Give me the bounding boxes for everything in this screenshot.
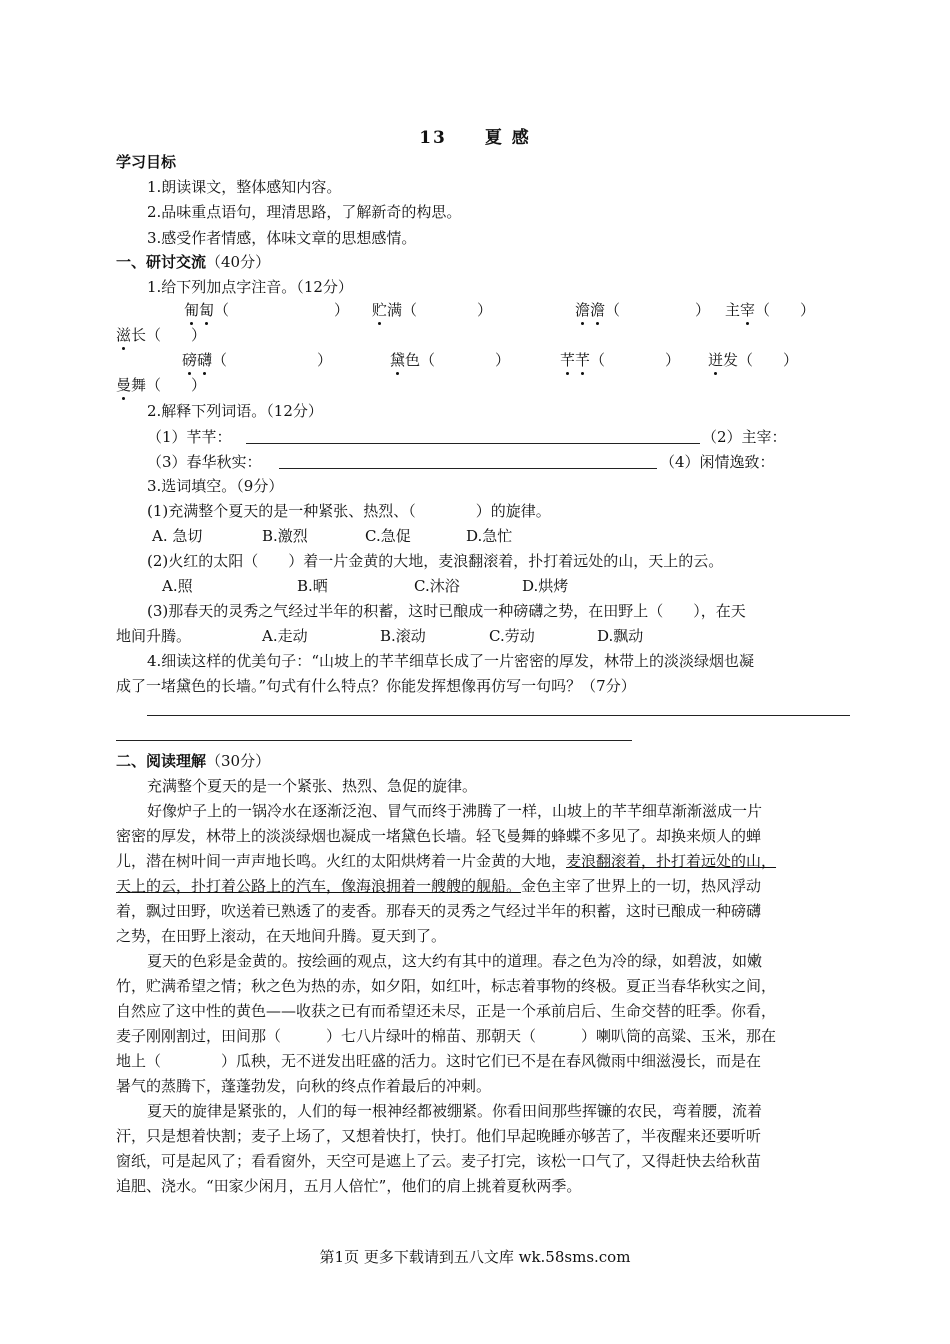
q3-option: D.飘动 <box>597 627 644 645</box>
q3-option: B.滚动 <box>380 627 426 645</box>
q3-option: A.走动 <box>262 627 308 645</box>
dotted-char: 礴 <box>197 351 213 369</box>
answer-line <box>116 740 632 741</box>
underlined-text: 麦浪翻滚着，扑打着远处的山， <box>566 852 777 870</box>
passage-line: 汗，只是想着快割；麦子上场了，又想着快打，快打。他们早起晚睡亦够苦了，半夜醒来还要听听 <box>116 1127 762 1145</box>
q4-text: 成了一堵黛色的长墙。”句式有什么特点？你能发挥想像再仿写一句吗？（7分） <box>116 677 636 695</box>
q3-option: A. 急切 <box>152 527 203 545</box>
passage-line: 夏天的旋律是紧张的，人们的每一根神经都被绷紧。你看田间那些挥镰的农民，弯着腰，流着 <box>147 1102 763 1120</box>
answer-paren: （ ） <box>738 351 799 369</box>
answer-paren: （ ） <box>605 301 711 319</box>
section2-heading <box>116 751 270 771</box>
q3-option: C.急促 <box>365 527 411 545</box>
q3-stem: 3.选词填空。（9分） <box>147 477 284 495</box>
pinyin-item <box>116 325 206 345</box>
q3-sentence: (2)火红的太阳（ ）着一片金黄的大地，麦浪翻滚着，扑打着远处的山，天上的云。 <box>147 552 724 570</box>
underlined-text: 天上的云，扑打着公路上的汽车，像海浪拥着一艘艘的舰船。 <box>116 877 522 895</box>
page-title: 13 夏 感 <box>419 128 531 148</box>
plain-char: 色 <box>405 351 421 369</box>
passage-line: 之势，在田野上滚动，在天地间升腾。夏天到了。 <box>116 927 447 945</box>
passage-line: 密密的厚发，林带上的淡淡绿烟也凝成一堵黛色长墙。轻飞曼舞的蜂蝶不多见了。却换来烦人的蝉 <box>116 827 762 845</box>
pinyin-item <box>560 350 680 370</box>
dotted-char: 迸 <box>708 351 724 369</box>
passage-text: 儿，潜在树叶间一声声地长鸣。火红的太阳烘烤着一片金黄的大地， <box>116 852 567 870</box>
q3-sentence: (1)充满整个夏天的是一种紧张、热烈、（ ）的旋律。 <box>147 502 551 520</box>
answer-paren: （ ） <box>420 351 511 369</box>
passage-line: 窗纸，可是起风了；看看窗外，天空可是遮上了云。麦子打完，该松一口气了，又得赶快去给秋苗 <box>116 1152 762 1170</box>
dotted-char: 曼 <box>116 376 132 394</box>
objective-item: 1.朗读课文，整体感知内容。 <box>147 178 342 196</box>
q3-option: C.劳动 <box>489 627 535 645</box>
answer-paren: （ ） <box>212 351 333 369</box>
dotted-char: 黛 <box>390 351 406 369</box>
pinyin-item <box>184 300 349 320</box>
answer-paren: （ ） <box>590 351 681 369</box>
plain-char: 长 <box>131 326 147 344</box>
q2-term: （3）春华秋实： <box>147 453 262 471</box>
section1-score: （40分） <box>206 253 271 271</box>
dotted-char: 磅 <box>182 351 198 369</box>
q3-sentence-cont: 地间升腾。 <box>116 627 192 645</box>
q3-option: C.沐浴 <box>414 577 460 595</box>
section1-heading <box>116 252 270 272</box>
q3-option: A.照 <box>162 577 193 595</box>
section1-title: 一、研讨交流 <box>116 253 207 271</box>
q2-term: （2）主宰： <box>702 428 787 446</box>
q3-option: B.激烈 <box>262 527 308 545</box>
pinyin-item <box>725 300 815 320</box>
plain-char: 满 <box>387 301 403 319</box>
pinyin-item <box>182 350 332 370</box>
q2-term: （1）芊芊： <box>147 428 232 446</box>
pinyin-item <box>575 300 710 320</box>
passage-line: 地上（ ）瓜秧，无不迸发出旺盛的活力。这时它们已不是在春风微雨中细滋漫长，而是在 <box>116 1052 762 1070</box>
answer-paren: （ ） <box>214 301 350 319</box>
passage-text: 金色主宰了世界上的一切，热风浮动 <box>521 877 762 895</box>
dotted-char: 滋 <box>116 326 132 344</box>
dotted-char: 澹 <box>575 301 591 319</box>
pinyin-item <box>116 375 206 395</box>
q4-text: 4.细读这样的优美句子：“山坡上的芊芊细草长成了一片密密的厚发，林带上的淡淡绿烟也凝 <box>147 652 754 670</box>
passage-line: 好像炉子上的一锅冷水在逐渐泛泡、冒气而终于沸腾了一样，山坡上的芊芊细草渐渐滋成一片 <box>147 802 763 820</box>
passage-line: 着，飘过田野，吹送着已熟透了的麦香。那春天的灵秀之气经过半年的积蓄，这时已酿成一种磅礴 <box>116 902 762 920</box>
answer-paren: （ ） <box>755 301 816 319</box>
page-footer: 第1页 更多下载请到五八文库 wk.58sms.com <box>319 1248 631 1266</box>
answer-paren: （ ） <box>146 326 207 344</box>
dotted-char: 宰 <box>740 301 756 319</box>
answer-paren: （ ） <box>146 376 207 394</box>
dotted-char: 澹 <box>590 301 606 319</box>
q3-sentence: (3)那春天的灵秀之气经过半年的积蓄，这时已酿成一种磅礴之势，在田野上（ ），在天 <box>147 602 746 620</box>
objective-item: 3.感受作者情感，体味文章的思想感情。 <box>147 229 417 247</box>
pinyin-item <box>390 350 510 370</box>
passage-line: 竹，贮满希望之情；秋之色为热的赤，如夕阳，如红叶，标志着事物的终极。夏正当春华秋实之间， <box>116 977 777 995</box>
passage-line: 麦子刚刚割过，田间那（ ）七八片绿叶的棉苗、那朝天（ ）喇叭筒的高粱、玉米，那在 <box>116 1027 777 1045</box>
objectives-heading: 学习目标 <box>116 153 177 171</box>
plain-char: 发 <box>723 351 739 369</box>
passage-line: 充满整个夏天的是一个紧张、热烈、急促的旋律。 <box>147 777 478 795</box>
objective-item: 2.品味重点语句，理清思路，了解新奇的构思。 <box>147 203 462 221</box>
passage-line: 夏天的色彩是金黄的。按绘画的观点，这大约有其中的道理。春之色为冷的绿，如碧波，如嫩 <box>147 952 763 970</box>
passage-line <box>116 876 761 896</box>
section2-title: 二、阅读理解 <box>116 752 207 770</box>
dotted-char: 芊 <box>560 351 576 369</box>
answer-line <box>246 443 700 444</box>
q3-option: D.急忙 <box>466 527 513 545</box>
passage-line: 追肥、浇水。“田家少闲月，五月人倍忙”，他们的肩上挑着夏秋两季。 <box>116 1177 582 1195</box>
passage-line <box>116 851 776 871</box>
q3-option: D.烘烤 <box>522 577 569 595</box>
answer-line <box>279 468 657 469</box>
plain-char: 舞 <box>131 376 147 394</box>
q1-stem: 1.给下列加点字注音。（12分） <box>147 278 353 296</box>
answer-line <box>147 715 850 716</box>
q2-stem: 2.解释下列词语。（12分） <box>147 402 323 420</box>
dotted-char: 贮 <box>372 301 388 319</box>
pinyin-item <box>708 350 798 370</box>
q3-option: B.晒 <box>297 577 328 595</box>
section2-score: （30分） <box>206 752 271 770</box>
answer-paren: （ ） <box>402 301 493 319</box>
passage-line: 自然应了这中性的黄色——收获之已有而希望还未尽，正是一个承前启后、生命交替的旺季。你看， <box>116 1002 777 1020</box>
pinyin-item <box>372 300 492 320</box>
q2-term: （4）闲情逸致： <box>660 453 775 471</box>
passage-line: 暑气的蒸腾下，蓬蓬勃发，向秋的终点作着最后的冲刺。 <box>116 1077 492 1095</box>
plain-char: 主 <box>725 301 741 319</box>
dotted-char: 匐 <box>199 301 215 319</box>
dotted-char: 芊 <box>575 351 591 369</box>
dotted-char: 匍 <box>184 301 200 319</box>
